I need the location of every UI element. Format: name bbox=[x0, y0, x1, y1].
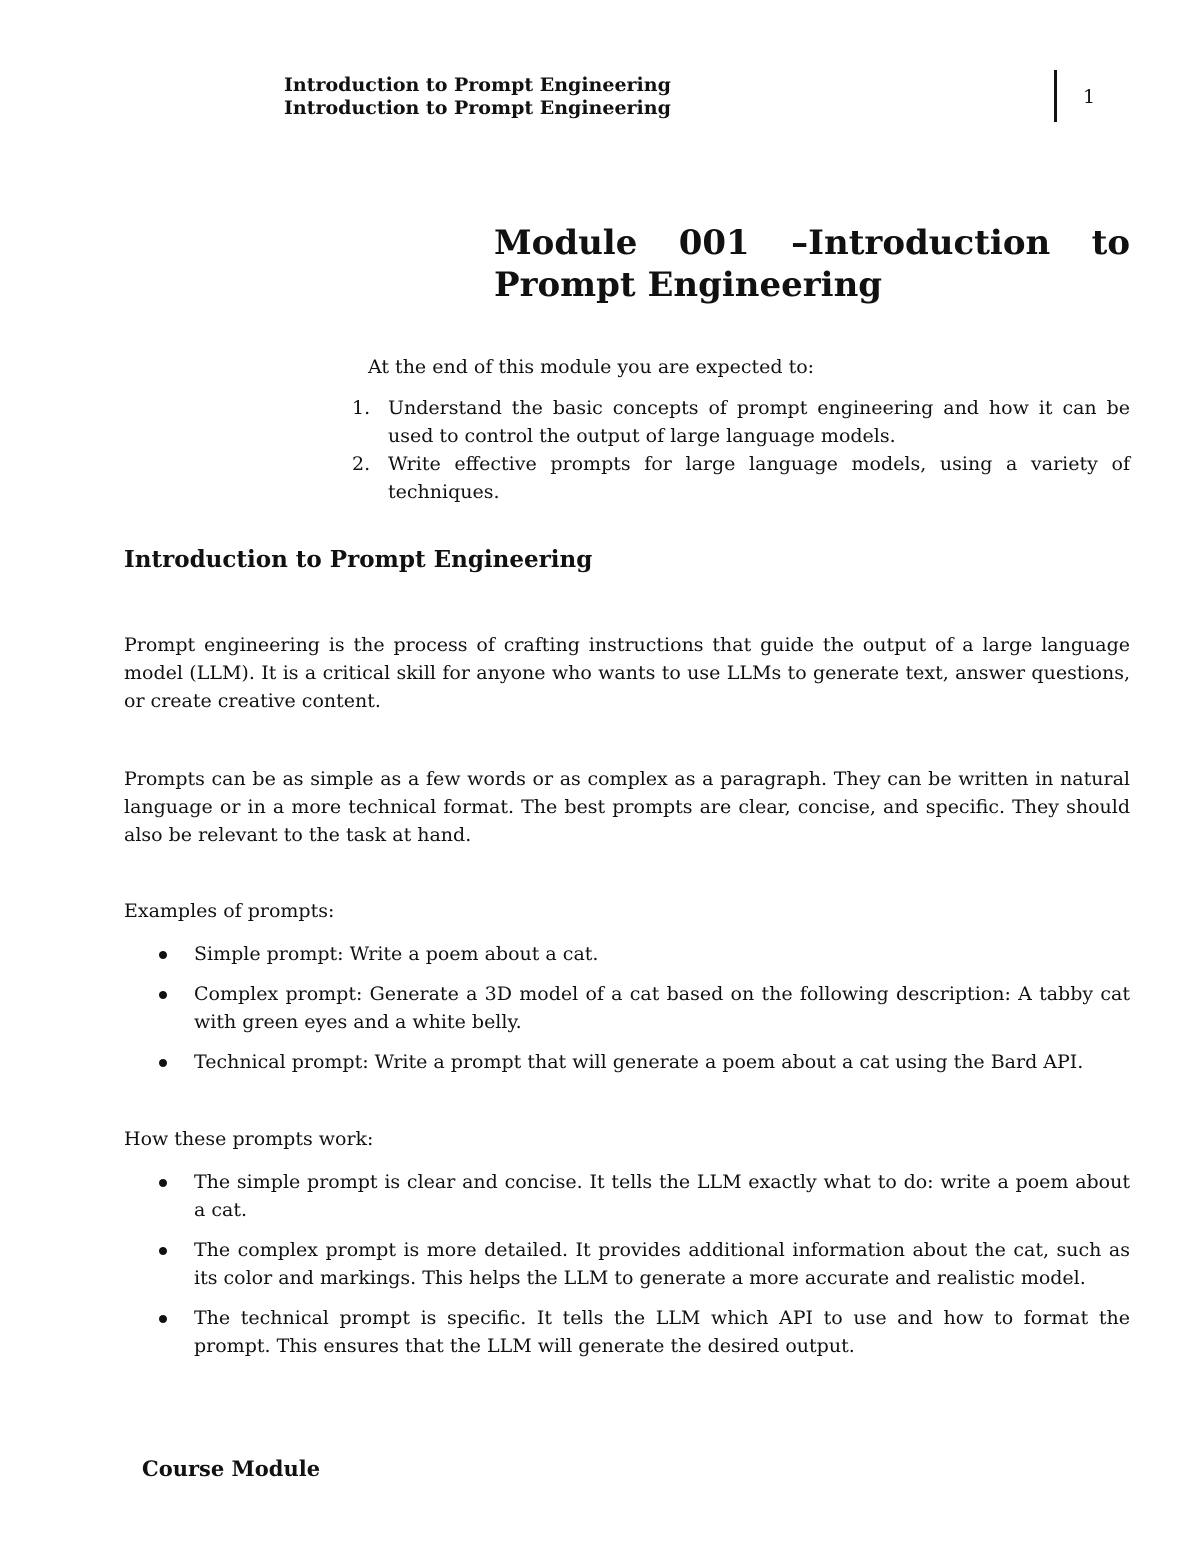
examples-list bbox=[124, 940, 1130, 1088]
list-item bbox=[124, 940, 1130, 968]
bullet-icon bbox=[159, 991, 167, 999]
header-title-line-1: Introduction to Prompt Engineering bbox=[284, 74, 671, 96]
bullet-icon bbox=[159, 1247, 167, 1255]
objective-item bbox=[352, 450, 1130, 506]
list-item bbox=[124, 1048, 1130, 1076]
bullet-icon bbox=[159, 1315, 167, 1323]
list-item bbox=[124, 1168, 1130, 1224]
example-text: Simple prompt: Write a poem about a cat. bbox=[194, 943, 599, 965]
objective-number: 1. bbox=[352, 397, 371, 419]
bullet-icon bbox=[159, 1179, 167, 1187]
objective-number: 2. bbox=[352, 453, 371, 475]
example-text: Technical prompt: Write a prompt that will generate a poem about a cat using the Bard API. bbox=[194, 1051, 1084, 1073]
objectives-intro: At the end of this module you are expected to: bbox=[368, 356, 815, 378]
module-title: Module 001 –Introduction to Prompt Engineering bbox=[494, 223, 1130, 305]
how-text: The simple prompt is clear and concise. It tells the LLM exactly what to do: write a poem about a cat. bbox=[194, 1171, 1130, 1221]
section-heading: Introduction to Prompt Engineering bbox=[124, 546, 593, 573]
objective-item bbox=[352, 394, 1130, 450]
objectives-list bbox=[352, 394, 1130, 506]
objective-text: Write effective prompts for large language models, using a variety of techniques. bbox=[388, 453, 1130, 503]
how-text: The technical prompt is specific. It tells the LLM which API to use and how to format the prompt. This ensures that the LLM will generate the desired output. bbox=[194, 1307, 1130, 1357]
how-text: The complex prompt is more detailed. It provides additional information about the cat, such as its color and markings. This helps the LLM to generate a more accurate and realistic model. bbox=[194, 1239, 1130, 1289]
list-item bbox=[124, 1236, 1130, 1292]
bullet-icon bbox=[159, 951, 167, 959]
example-text: Complex prompt: Generate a 3D model of a cat based on the following description: A tabby cat with green eyes and a white belly. bbox=[194, 983, 1130, 1033]
header-title-line-2: Introduction to Prompt Engineering bbox=[284, 97, 671, 119]
header-title-block bbox=[284, 74, 671, 120]
objective-text: Understand the basic concepts of prompt engineering and how it can be used to control the output of large language models. bbox=[388, 397, 1130, 447]
how-list bbox=[124, 1168, 1130, 1372]
how-label: How these prompts work: bbox=[124, 1128, 374, 1150]
footer-label: Course Module bbox=[142, 1456, 321, 1481]
bullet-icon bbox=[159, 1059, 167, 1067]
header-divider bbox=[1054, 70, 1057, 122]
paragraph-definition: Prompt engineering is the process of crafting instructions that guide the output of a large language model (LLM). It is a critical skill for anyone who wants to use LLMs to generate text, answer questions, or create creative content. bbox=[124, 634, 1130, 712]
list-item bbox=[124, 1304, 1130, 1360]
examples-label: Examples of prompts: bbox=[124, 900, 335, 922]
page-number: 1 bbox=[1083, 86, 1096, 108]
list-item bbox=[124, 980, 1130, 1036]
paragraph-prompt-forms: Prompts can be as simple as a few words or as complex as a paragraph. They can be written in natural language or in a more technical format. The best prompts are clear, concise, and specific. They should also be relevant to the task at hand. bbox=[124, 768, 1130, 846]
